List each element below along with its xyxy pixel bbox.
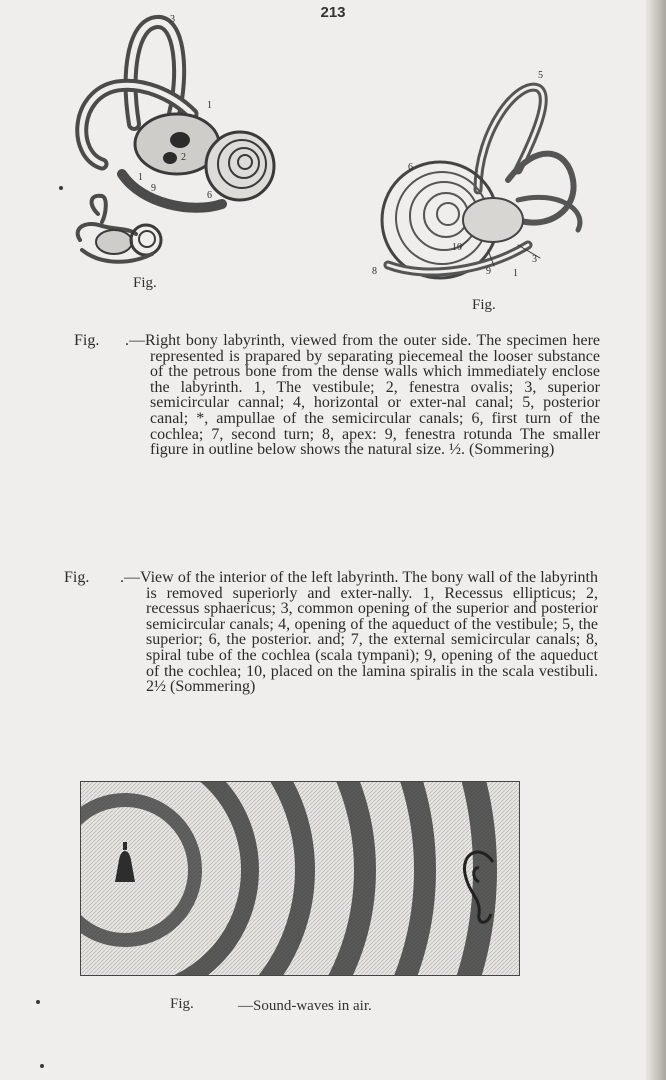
callout-number: 8 <box>372 266 377 277</box>
bony-labyrinth-illustration <box>62 14 292 274</box>
callout-number: 10 <box>452 242 462 253</box>
page-number: 213 <box>320 4 346 21</box>
bottom-caption-text: —Sound-waves in air. <box>238 998 372 1014</box>
callout-number: 9 <box>151 183 156 194</box>
callout-number: 1 <box>207 100 212 111</box>
figure-label-right: Fig. <box>472 297 496 313</box>
callout-number: 1 <box>513 268 518 279</box>
callout-number: 3 <box>532 254 537 265</box>
callout-number: 6 <box>207 190 212 201</box>
speck <box>40 1064 44 1068</box>
callout-number: 1 <box>138 172 143 183</box>
speck <box>36 1000 40 1004</box>
caption-text: .—Right bony labyrinth, viewed from the outer side. The specimen here represented is prapared by separating piecemeal the looser substance of the petrous bone from the dense walls which immediately enclose the labyrinth. 1, The vestibule; 2, fenestra ovalis; 3, superior semicircular cannal; 4, horizontal or exter-nal canal; 5, posterior canal; *, ampullae of the semicircular canals; 6, first turn of the cochlea; 7, second turn; 8, apex: 9, fenestra rotunda The smaller figure in outline below shows the natural size. ½. (Sommering) <box>125 332 600 459</box>
figure-caption-2 <box>0 570 666 780</box>
caption-tag: Fig. <box>74 332 100 349</box>
callout-number: 9 <box>486 266 491 277</box>
callout-number: 3 <box>170 14 175 25</box>
sound-waves-illustration <box>80 781 520 976</box>
bottom-caption-tag: Fig. <box>170 996 194 1012</box>
left-labyrinth-interior-illustration <box>368 70 608 285</box>
figure-label-left: Fig. <box>133 275 157 291</box>
caption-tag: Fig. <box>64 569 90 586</box>
speck <box>59 186 63 190</box>
callout-number: 2 <box>181 152 186 163</box>
callout-number: 5 <box>538 70 543 81</box>
figure-caption-1 <box>0 333 666 563</box>
caption-text: .—View of the interior of the left labyrinth. The bony wall of the labyrinth is removed superiorly and exter-nally. 1, Recessus ellipticus; 2, recessus sphaericus; 3, common opening of the superior and posterior semicircular canals; 4, opening of the aqueduct of the vestibule; 5, the superior; 6, the posterior. and; 7, the external semicircular canals; 8, spiral tube of the cochlea (scala tympani); 9, opening of the aqueduct of the cochlea; 10, placed on the lamina spiralis in the scala vestibuli. 2½ (Sommering) <box>120 569 598 696</box>
callout-number: 6 <box>408 162 413 173</box>
